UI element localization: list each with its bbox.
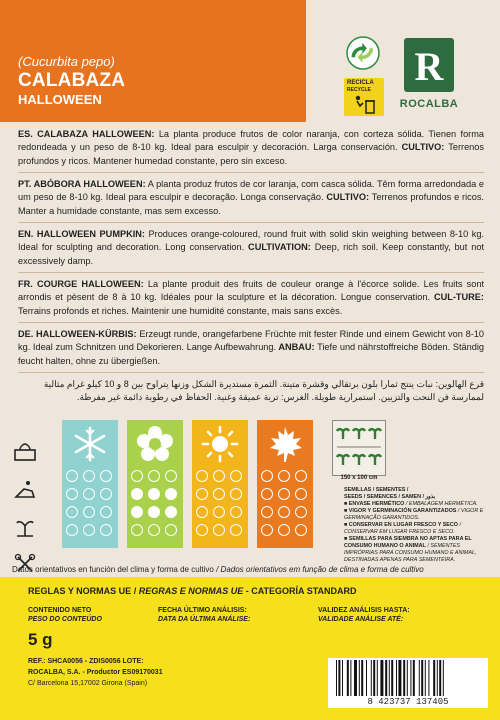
calendar-column-winter (62, 420, 118, 548)
analysis-label-block (158, 606, 250, 624)
barcode-bar (371, 660, 372, 696)
month-dot (261, 470, 273, 482)
month-dot-filled (148, 488, 160, 500)
description-en-cult-label: CULTIVATION: (244, 242, 311, 253)
month-dot (165, 524, 177, 536)
seeds-line-1-alt: / EMBALAGEM HERMÉTICA. (405, 501, 478, 507)
month-dot (295, 488, 307, 500)
analysis-label: FECHA ÚLTIMO ANÁLISIS: (158, 607, 247, 614)
month-dot (66, 488, 78, 500)
latin-name: (Cucurbita pepo) (18, 54, 115, 69)
month-dot (83, 488, 95, 500)
month-dot-filled (165, 506, 177, 518)
address: C/ Barcelona 15,17002 Girona (Spain) (28, 680, 148, 687)
producer: ROCALBA, S.A. - Productor ES09170031 (28, 669, 163, 676)
seeds-line-2: VIGOR Y GERMINACIÓN GARANTIZADOS (348, 508, 457, 514)
month-dot (213, 470, 225, 482)
reference-code: REF.: SHCA0056 - ZDIS0056 LOTE: (28, 658, 144, 665)
seeds-line-3-alt: / CONSERVAR EM LUGAR FRESCO E SECO. (344, 522, 461, 535)
month-dot (196, 488, 208, 500)
calendar-column-spring (127, 420, 183, 548)
description-fr (18, 278, 484, 318)
rules-es: REGLAS Y NORMAS UE (28, 586, 132, 596)
month-dot (165, 470, 177, 482)
month-dot-filled (131, 488, 143, 500)
divider (18, 172, 484, 173)
month-dots (66, 470, 114, 536)
barcode-bar (421, 660, 423, 696)
seeds-line-2-alt: / VIGOR E GERMINAÇÃO GARANTIDOS. (344, 508, 484, 521)
barcode-bar (380, 660, 383, 696)
footnote-pt: / Dados orientativos em função de clima e forma de cultivo (213, 565, 424, 574)
sowing-hand-icon (12, 477, 38, 503)
description-en-head: EN. HALLOWEEN PUMPKIN: (18, 229, 145, 239)
barcode-bar (443, 660, 444, 696)
logo-box (404, 38, 454, 92)
recycle-label-en: RECYCLE (347, 87, 371, 93)
divider (18, 372, 484, 373)
month-dots (196, 470, 244, 536)
net-weight: 5 g (28, 630, 53, 649)
barcode-bar (377, 660, 378, 696)
seeds-heading: SEMILLAS / SEMENTES / (344, 487, 409, 493)
rocalba-logo (396, 38, 462, 114)
barcode-bar (396, 660, 397, 696)
barcode-bar (347, 660, 349, 696)
plants-grid-icon (333, 421, 385, 475)
month-dot (295, 506, 307, 518)
barcode-bar (361, 660, 363, 696)
month-dot (66, 524, 78, 536)
description-fr-head: FR. COURGE HALLOWEEN: (18, 279, 144, 289)
month-dot (100, 488, 112, 500)
description-pt-cult: Terrenos profundos e ricos. Manter a humidade constante, mas sem excesso. (18, 192, 484, 216)
barcode-bar (410, 660, 411, 696)
seeds-info: SEMILLAS / SEMENTES / SEEDS / SEMENCES / SAMEN / بذور ■ ENVASE HERMÉTICO / EMBALAGEM HERMÉTICA. ■ VIGOR Y GERMINACIÓN GARANTIZADOS / VIGOR E GERMINAÇÃO GARANTIDOS. ■ CONSERVAR EN LUGAR FRESCO Y SECO / CONSERVAR EM LUGAR FRESCO E SECO. ■ SEMILLAS PARA SIEMBRA NO APTAS PARA EL CONSUMO HUMANO O ANIMAL / SEMENTES IMPRÓPRIAS PARA CONSUMO HUMANO E ANIMAL, DESTINADAS APENAS PARA SEMENTEIRA. (344, 487, 484, 563)
seeds-heading-ar: بذور (425, 494, 436, 500)
barcode-number: 8 423737 137405 (367, 697, 449, 707)
month-dot (148, 524, 160, 536)
green-dot-icon (346, 36, 380, 70)
description-en-cult: Deep, rich soil. Keep constantly, but not excessively damp. (18, 242, 484, 266)
seeds-heading-2: SEEDS / SEMENCES / SAMEN / (344, 494, 424, 500)
month-dot (261, 524, 273, 536)
calendar-column-autumn (257, 420, 313, 548)
month-dot (230, 524, 242, 536)
barcode-bar (391, 660, 393, 696)
month-dot (196, 470, 208, 482)
description-es-body: La planta produce frutos de color naranja, con corteza sólida. Tienen forma redondeada y un peso de 8-10 kg. Ideal para esculpir y decoración. Larga conservación. (18, 129, 484, 153)
seeds-line-3: CONSERVAR EN LUGAR FRESCO Y SECO (348, 522, 458, 528)
plant-spacing-diagram (332, 420, 386, 476)
month-dot (100, 524, 112, 536)
month-dot (100, 470, 112, 482)
month-dot (278, 470, 290, 482)
barcode-bar (419, 660, 420, 696)
description-fr-body: La plante produit des fruits de couleur orange à l'écorce solide. Les fruits sont arrondis et pèsent de 8 à 10 kg. Idéales pour la sculpture et la décoration. Longue conservation. (18, 279, 484, 303)
barcode-bar (398, 660, 401, 696)
content-label-block (28, 606, 102, 624)
barcode-bar (336, 660, 337, 696)
month-dot (131, 524, 143, 536)
description-de-head: DE. HALLOWEEN-KÜRBIS: (18, 329, 137, 339)
month-dot (278, 488, 290, 500)
description-fr-cult-label: CUL-TURE: (430, 292, 484, 303)
barcode-bar (407, 660, 408, 696)
month-dot (100, 506, 112, 518)
description-pt-cult-label: CULTIVO: (323, 192, 370, 203)
barcode (328, 658, 488, 708)
barcode-bar (342, 660, 343, 696)
content-label: CONTENIDO NETO (28, 607, 92, 614)
month-dot (131, 470, 143, 482)
month-dot (230, 470, 242, 482)
month-dot-filled (165, 488, 177, 500)
seeds-line-4-alt: / SEMENTES IMPRÓPRIAS PARA CONSUMO HUMANO E ANIMAL, DESTINADAS APENAS PARA SEMENTEIRA. (344, 543, 477, 563)
month-dot (295, 470, 307, 482)
description-es-cult-label: CULTIVO: (397, 142, 445, 153)
recycle-label: RECICLA (347, 80, 374, 86)
month-dot (213, 488, 225, 500)
description-es-head: ES. CALABAZA HALLOWEEN: (18, 129, 155, 139)
month-dot (83, 524, 95, 536)
month-dots (131, 470, 179, 536)
rules-category: - CATEGORÍA STANDARD (243, 586, 357, 596)
month-dot (83, 470, 95, 482)
month-dot (278, 506, 290, 518)
divider (18, 322, 484, 323)
divider (18, 272, 484, 273)
barcode-bar (389, 660, 390, 696)
snowflake-icon (70, 424, 110, 464)
recycle-badge (344, 78, 384, 116)
description-es (18, 128, 484, 168)
rules-heading: REGLAS Y NORMAS UE / REGRAS E NORMAS UE - CATEGORÍA STANDARD (28, 586, 357, 596)
month-dot-filled (148, 506, 160, 518)
validity-label: VALIDEZ ANÁLISIS HASTA: (318, 607, 410, 614)
month-dot (148, 470, 160, 482)
month-dot (230, 488, 242, 500)
brand-name: ROCALBA (399, 98, 459, 110)
description-de (18, 328, 484, 368)
description-pt-head: PT. ABÓBORA HALLOWEEN: (18, 179, 146, 189)
barcode-bars (328, 660, 488, 698)
brand-letter: R (414, 44, 444, 89)
variety-name: HALLOWEEN (18, 92, 102, 107)
seeds-line-4: SEMILLAS PARA SIEMBRA NO APTAS PARA EL CONSUMO HUMANO O ANIMAL (344, 536, 472, 549)
barcode-bar (350, 660, 351, 696)
reference-block (28, 656, 163, 689)
month-dot (66, 470, 78, 482)
flower-icon (135, 424, 175, 464)
barcode-bar (359, 660, 360, 696)
footnote-es: Datos orientativos en función del clima y forma de cultivo (12, 565, 214, 574)
month-dot (196, 524, 208, 536)
description-ar: قرع الهالوين: نبات ينتج ثمارا بلون برتقالي وقشرة متينة. الثمرة مستديرة الشكل وزنها يتراوح بين 8 و 10 كيلو غرام مثالية لممارسة فن النحت والتزيين. استمرارية طويلة. الغرس: تربة عميقة وغنية. الحفاظ في رطوبة دائمة غير مفرطة. (43, 379, 484, 402)
leaf-icon (265, 424, 305, 464)
description-fr-cult: Terrains profonds et riches. Maintenir une humidité constante, mais sans excès. (18, 305, 343, 316)
description-de-body: Erzeugt runde, orangefarbene Früchte mit fester Rinde und einem Gewicht von 8-10 kg. Ideal zum Schnitzen und Dekorieren. Lange Aufbewahrung. (18, 329, 484, 353)
barcode-bar (433, 660, 435, 696)
month-dot (261, 506, 273, 518)
barcode-bar (403, 660, 405, 696)
seed-tray-icon (12, 440, 38, 466)
description-pt-body: A planta produz frutos de cor laranja, com casca sólida. Têm forma arredondada e um peso de 8-10 kg. Ideal para esculpir e decoração. Longa conservação. (18, 179, 484, 203)
description-es-cult: Terrenos profundos y ricos. Mantener humedad constante, pero sin exceso. (18, 142, 484, 166)
month-dot (278, 524, 290, 536)
barcode-bar (425, 660, 426, 696)
barcode-bar (385, 660, 387, 696)
divider (18, 222, 484, 223)
rules-pt: REGRAS E NORMAS UE (138, 586, 244, 596)
barcode-bar (437, 660, 438, 696)
description-de-cult: Tiefe und nährstoffreiche Böden. Ständig feucht halten, ohne zu übergießen. (18, 342, 484, 366)
footnote (12, 565, 492, 574)
transplant-icon (12, 514, 38, 540)
month-dot-filled (131, 506, 143, 518)
description-pt (18, 178, 484, 218)
barcode-bar (338, 660, 340, 696)
barcode-bar (439, 660, 441, 696)
seeds-line-1: ENVASE HERMÉTICO (348, 501, 405, 507)
sun-icon (200, 424, 240, 464)
validity-label-block (318, 606, 410, 624)
month-dot (295, 524, 307, 536)
calendar-column-summer (192, 420, 248, 548)
brand-letter-icon (404, 38, 454, 92)
product-name: CALABAZA (18, 70, 126, 91)
month-dot (261, 488, 273, 500)
month-dots (261, 470, 309, 536)
barcode-bar (373, 660, 375, 696)
month-dot (196, 506, 208, 518)
validity-label-pt: VALIDADE ANÁLISE ATÉ: (318, 616, 404, 623)
month-dot (83, 506, 95, 518)
description-en-body: Produces orange-coloured, round fruit with solid skin weighing between 8-10 kg. Ideal for sculpting and decoration. Long conservation. (18, 229, 484, 253)
spacing-label: 150 x 100 cm (340, 475, 378, 481)
barcode-bar (354, 660, 357, 696)
content-label-pt: PESO DO CONTEÚDO (28, 616, 102, 623)
recycle-bin-icon (354, 94, 376, 114)
barcode-bar (366, 660, 367, 696)
analysis-label-pt: DATA DA ÚLTIMA ANÁLISE: (158, 616, 251, 623)
month-dot (213, 506, 225, 518)
barcode-bar (428, 660, 429, 696)
description-en (18, 228, 484, 268)
barcode-bar (413, 660, 415, 696)
month-dot (230, 506, 242, 518)
month-dot (213, 524, 225, 536)
description-de-cult-label: ANBAU: (276, 342, 315, 353)
month-dot (66, 506, 78, 518)
